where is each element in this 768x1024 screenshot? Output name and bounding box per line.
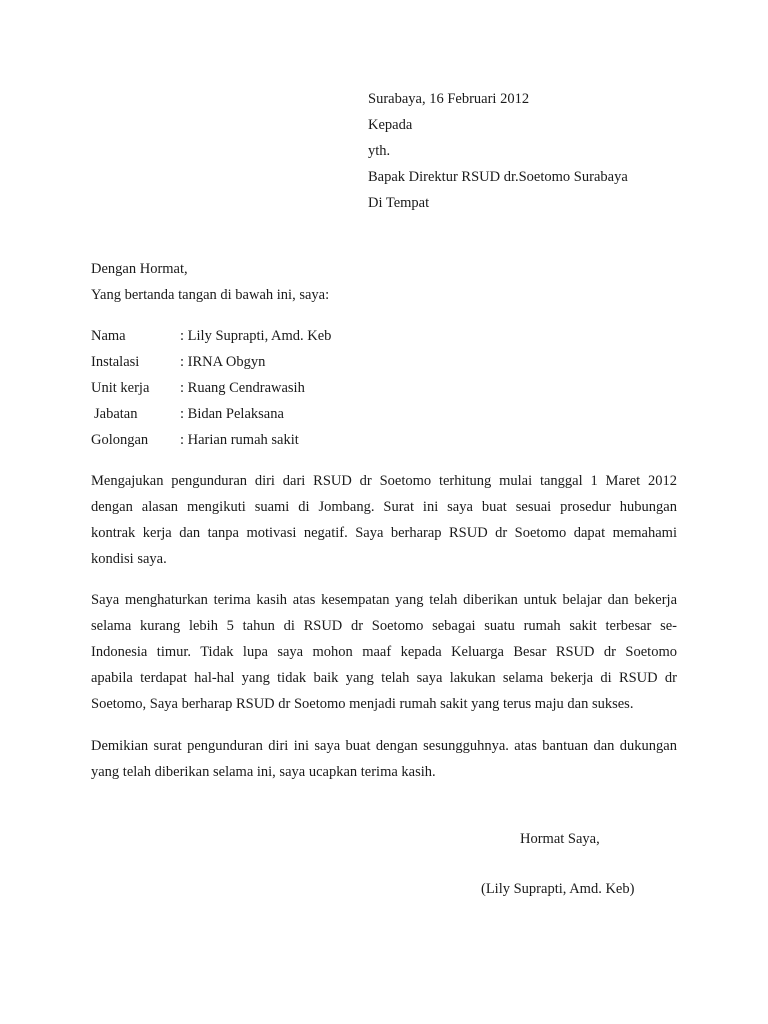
paragraph-line: dengan alasan mengikuti suami di Jombang. Surat ini saya buat sesuai prosedur hubungan [91, 499, 677, 515]
identity-label: Jabatan [94, 406, 138, 422]
identity-label: Golongan [91, 432, 149, 448]
paragraph-line: selama kurang lebih 5 tahun di RSUD dr Soetomo sebagai suatu rumah sakit terbesar se- [91, 618, 677, 634]
paragraph-line: Demikian surat pengunduran diri ini saya buat dengan sesungguhnya. atas bantuan dan dukungan [91, 738, 677, 754]
identity-label: Unit kerja [91, 380, 150, 396]
identity-value: : Harian rumah sakit [180, 432, 299, 448]
paragraph-line: apabila terdapat hal-hal yang tidak baik yang telah saya lakukan selama bekerja di RSUD dr [91, 670, 677, 686]
paragraph-thanks [91, 587, 677, 717]
intro-line: Yang bertanda tangan di bawah ini, saya: [91, 287, 330, 303]
paragraph-resignation [91, 468, 677, 572]
paragraph-line: kondisi saya. [91, 551, 167, 567]
paragraph-line: yang telah diberikan selama ini, saya ucapkan terima kasih. [91, 764, 436, 780]
recipient-location: Di Tempat [368, 195, 430, 211]
paragraph-line: Mengajukan pengunduran diri dari RSUD dr Soetomo terhitung mulai tanggal 1 Maret 2012 [91, 473, 677, 489]
kepada-label: Kepada [368, 117, 413, 133]
recipient-name: Bapak Direktur RSUD dr.Soetomo Surabaya [368, 169, 628, 185]
identity-value: : Lily Suprapti, Amd. Keb [180, 328, 332, 344]
identity-value: : IRNA Obgyn [180, 354, 266, 370]
identity-value: : Bidan Pelaksana [180, 406, 284, 422]
paragraph-closing [91, 733, 677, 785]
place-date: Surabaya, 16 Februari 2012 [368, 91, 530, 107]
yth-label: yth. [368, 143, 391, 159]
paragraph-line: Indonesia timur. Tidak lupa saya mohon maaf kepada Keluarga Besar RSUD dr Soetomo [91, 644, 677, 660]
paragraph-line: kontrak kerja dan tanpa motivasi negatif. Saya berharap RSUD dr Soetomo dapat memahami [91, 525, 677, 541]
identity-label: Nama [91, 328, 126, 344]
signature-name: (Lily Suprapti, Amd. Keb) [481, 881, 635, 897]
identity-value: : Ruang Cendrawasih [180, 380, 305, 396]
closing-salutation: Hormat Saya, [520, 831, 600, 847]
paragraph-line: Saya menghaturkan terima kasih atas kesempatan yang telah diberikan untuk belajar dan bekerja [91, 592, 677, 608]
paragraph-line: Soetomo, Saya berharap RSUD dr Soetomo menjadi rumah sakit yang terus maju dan sukses. [91, 696, 634, 712]
identity-label: Instalasi [91, 354, 140, 370]
greeting: Dengan Hormat, [91, 261, 188, 277]
